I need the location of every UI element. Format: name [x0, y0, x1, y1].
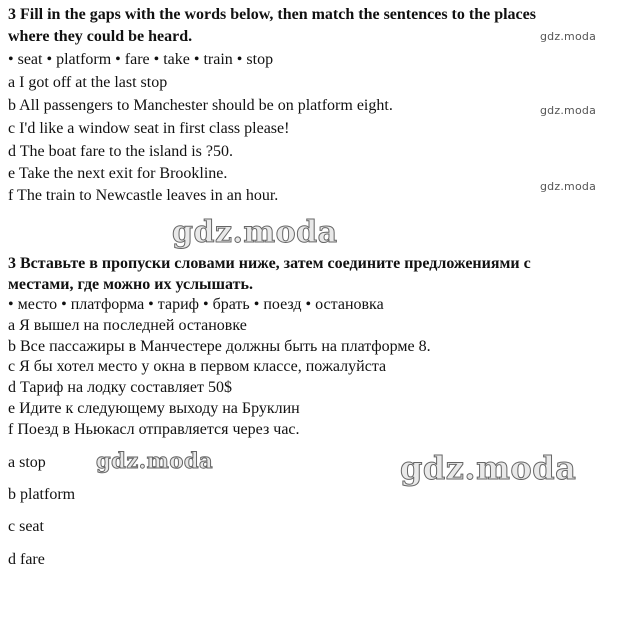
answer-c: c seat [8, 518, 44, 535]
task-en-sentence-d: d The boat fare to the island is ?50. [8, 143, 233, 160]
watermark-large: gdz.moda [400, 449, 577, 487]
task-ru-words: • место • платформа • тариф • брать • поезд • остановка [8, 296, 384, 313]
task-en-sentence-b: b All passengers to Manchester should be on platform eight. [8, 97, 393, 114]
task-ru-heading-line2: местами, где можно их услышать. [8, 276, 253, 293]
watermark-large: gdz.moda [172, 215, 338, 250]
task-en-sentence-a: a I got off at the last stop [8, 74, 168, 91]
task-ru-heading-line1: 3 Вставьте в пропуски словами ниже, затем соедините предложениями с [8, 255, 531, 272]
watermark-small: gdz.moda [540, 180, 597, 193]
task-en-sentence-e: e Take the next exit for Brookline. [8, 165, 228, 182]
watermark-large: gdz.moda [96, 448, 214, 473]
task-ru-sentence-f: f Поезд в Ньюкасл отправляется через час. [8, 421, 300, 438]
task-ru-sentence-b: b Все пассажиры в Манчестере должны быть на платформе 8. [8, 338, 431, 355]
task-en-heading-line1: 3 Fill in the gaps with the words below, then match the sentences to the places [8, 6, 536, 23]
task-en-words: • seat • platform • fare • take • train • stop [8, 51, 274, 68]
answer-b: b platform [8, 486, 76, 503]
task-en-sentence-f: f The train to Newcastle leaves in an hour. [8, 187, 279, 204]
answer-a: a stop [8, 454, 46, 471]
task-ru-sentence-d: d Тариф на лодку составляет 50$ [8, 379, 232, 396]
task-ru-sentence-e: e Идите к следующему выходу на Бруклин [8, 400, 300, 417]
task-en-heading-line2: where they could be heard. [8, 28, 193, 45]
watermark-small: gdz.moda [540, 30, 597, 43]
task-ru-sentence-c: c Я бы хотел место у окна в первом классе, пожалуйста [8, 358, 387, 375]
task-ru-sentence-a: a Я вышел на последней остановке [8, 317, 247, 334]
answer-d: d fare [8, 551, 45, 568]
task-en-sentence-c: c I'd like a window seat in first class please! [8, 120, 290, 137]
watermark-small: gdz.moda [540, 104, 597, 117]
